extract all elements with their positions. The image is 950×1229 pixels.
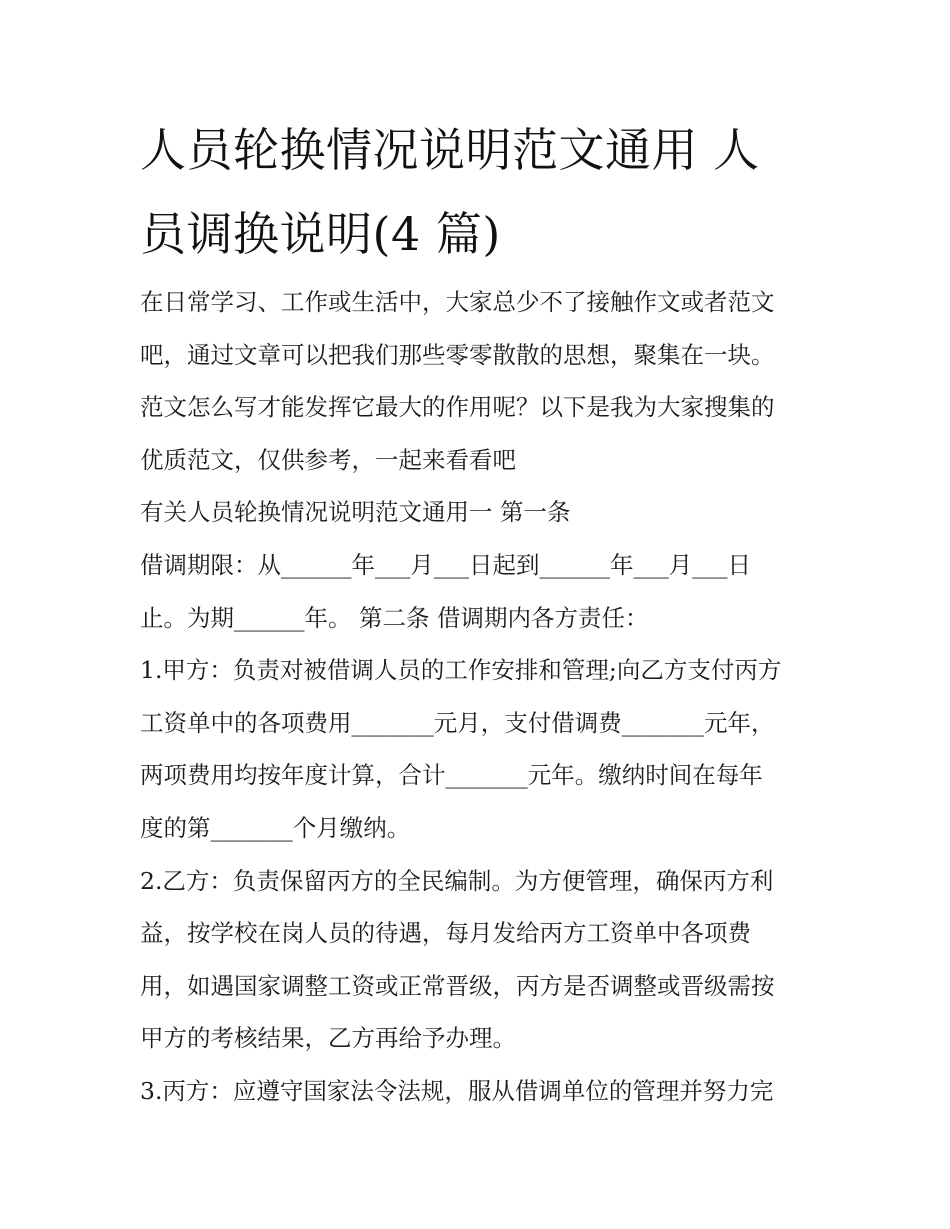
body-line: 工资单中的各项费用_______元月，支付借调费_______元年， [140, 708, 775, 737]
body-line: 在日常学习、工作或生活中，大家总少不了接触作文或者范文 [140, 288, 775, 316]
document-title [140, 108, 820, 276]
body-line: 用，如遇国家调整工资或正常晋级，丙方是否调整或晋级需按 [140, 971, 775, 1000]
body-line: 度的第_______个月缴纳。 [140, 813, 411, 842]
body-line: 益，按学校在岗人员的待遇，每月发给丙方工资单中各项费 [140, 919, 751, 948]
body-line: 优质范文，仅供参考，一起来看看吧 [140, 445, 516, 474]
body-line: 范文怎么写才能发挥它最大的作用呢？以下是我为大家搜集的 [140, 393, 775, 422]
body-line: 2.乙方：负责保留丙方的全民编制。为方便管理，确保丙方利 [140, 866, 774, 895]
body-line: 吧，通过文章可以把我们那些零零散散的思想，聚集在一块。 [140, 340, 775, 369]
body-line: 甲方的考核结果，乙方再给予办理。 [140, 1024, 516, 1053]
body-line: 两项费用均按年度计算，合计_______元年。缴纳时间在每年 [140, 761, 763, 790]
document-body [140, 276, 830, 1118]
body-line: 止。为期______年。 第二条 借调期内各方责任： [140, 603, 649, 632]
body-line: 1.甲方：负责对被借调人员的工作安排和管理;向乙方支付丙方 [140, 656, 782, 685]
section-heading: 有关人员轮换情况说明范文通用一 第一条 [140, 498, 571, 527]
body-line: 3.丙方：应遵守国家法令法规，服从借调单位的管理并努力完 [140, 1076, 774, 1105]
body-line: 借调期限：从______年___月___日起到______年___月___日 [140, 550, 751, 579]
title-line-2: 员调换说明(4 篇) [140, 207, 501, 261]
title-line-1: 人员轮换情况说明范文通用 人 [140, 123, 760, 177]
